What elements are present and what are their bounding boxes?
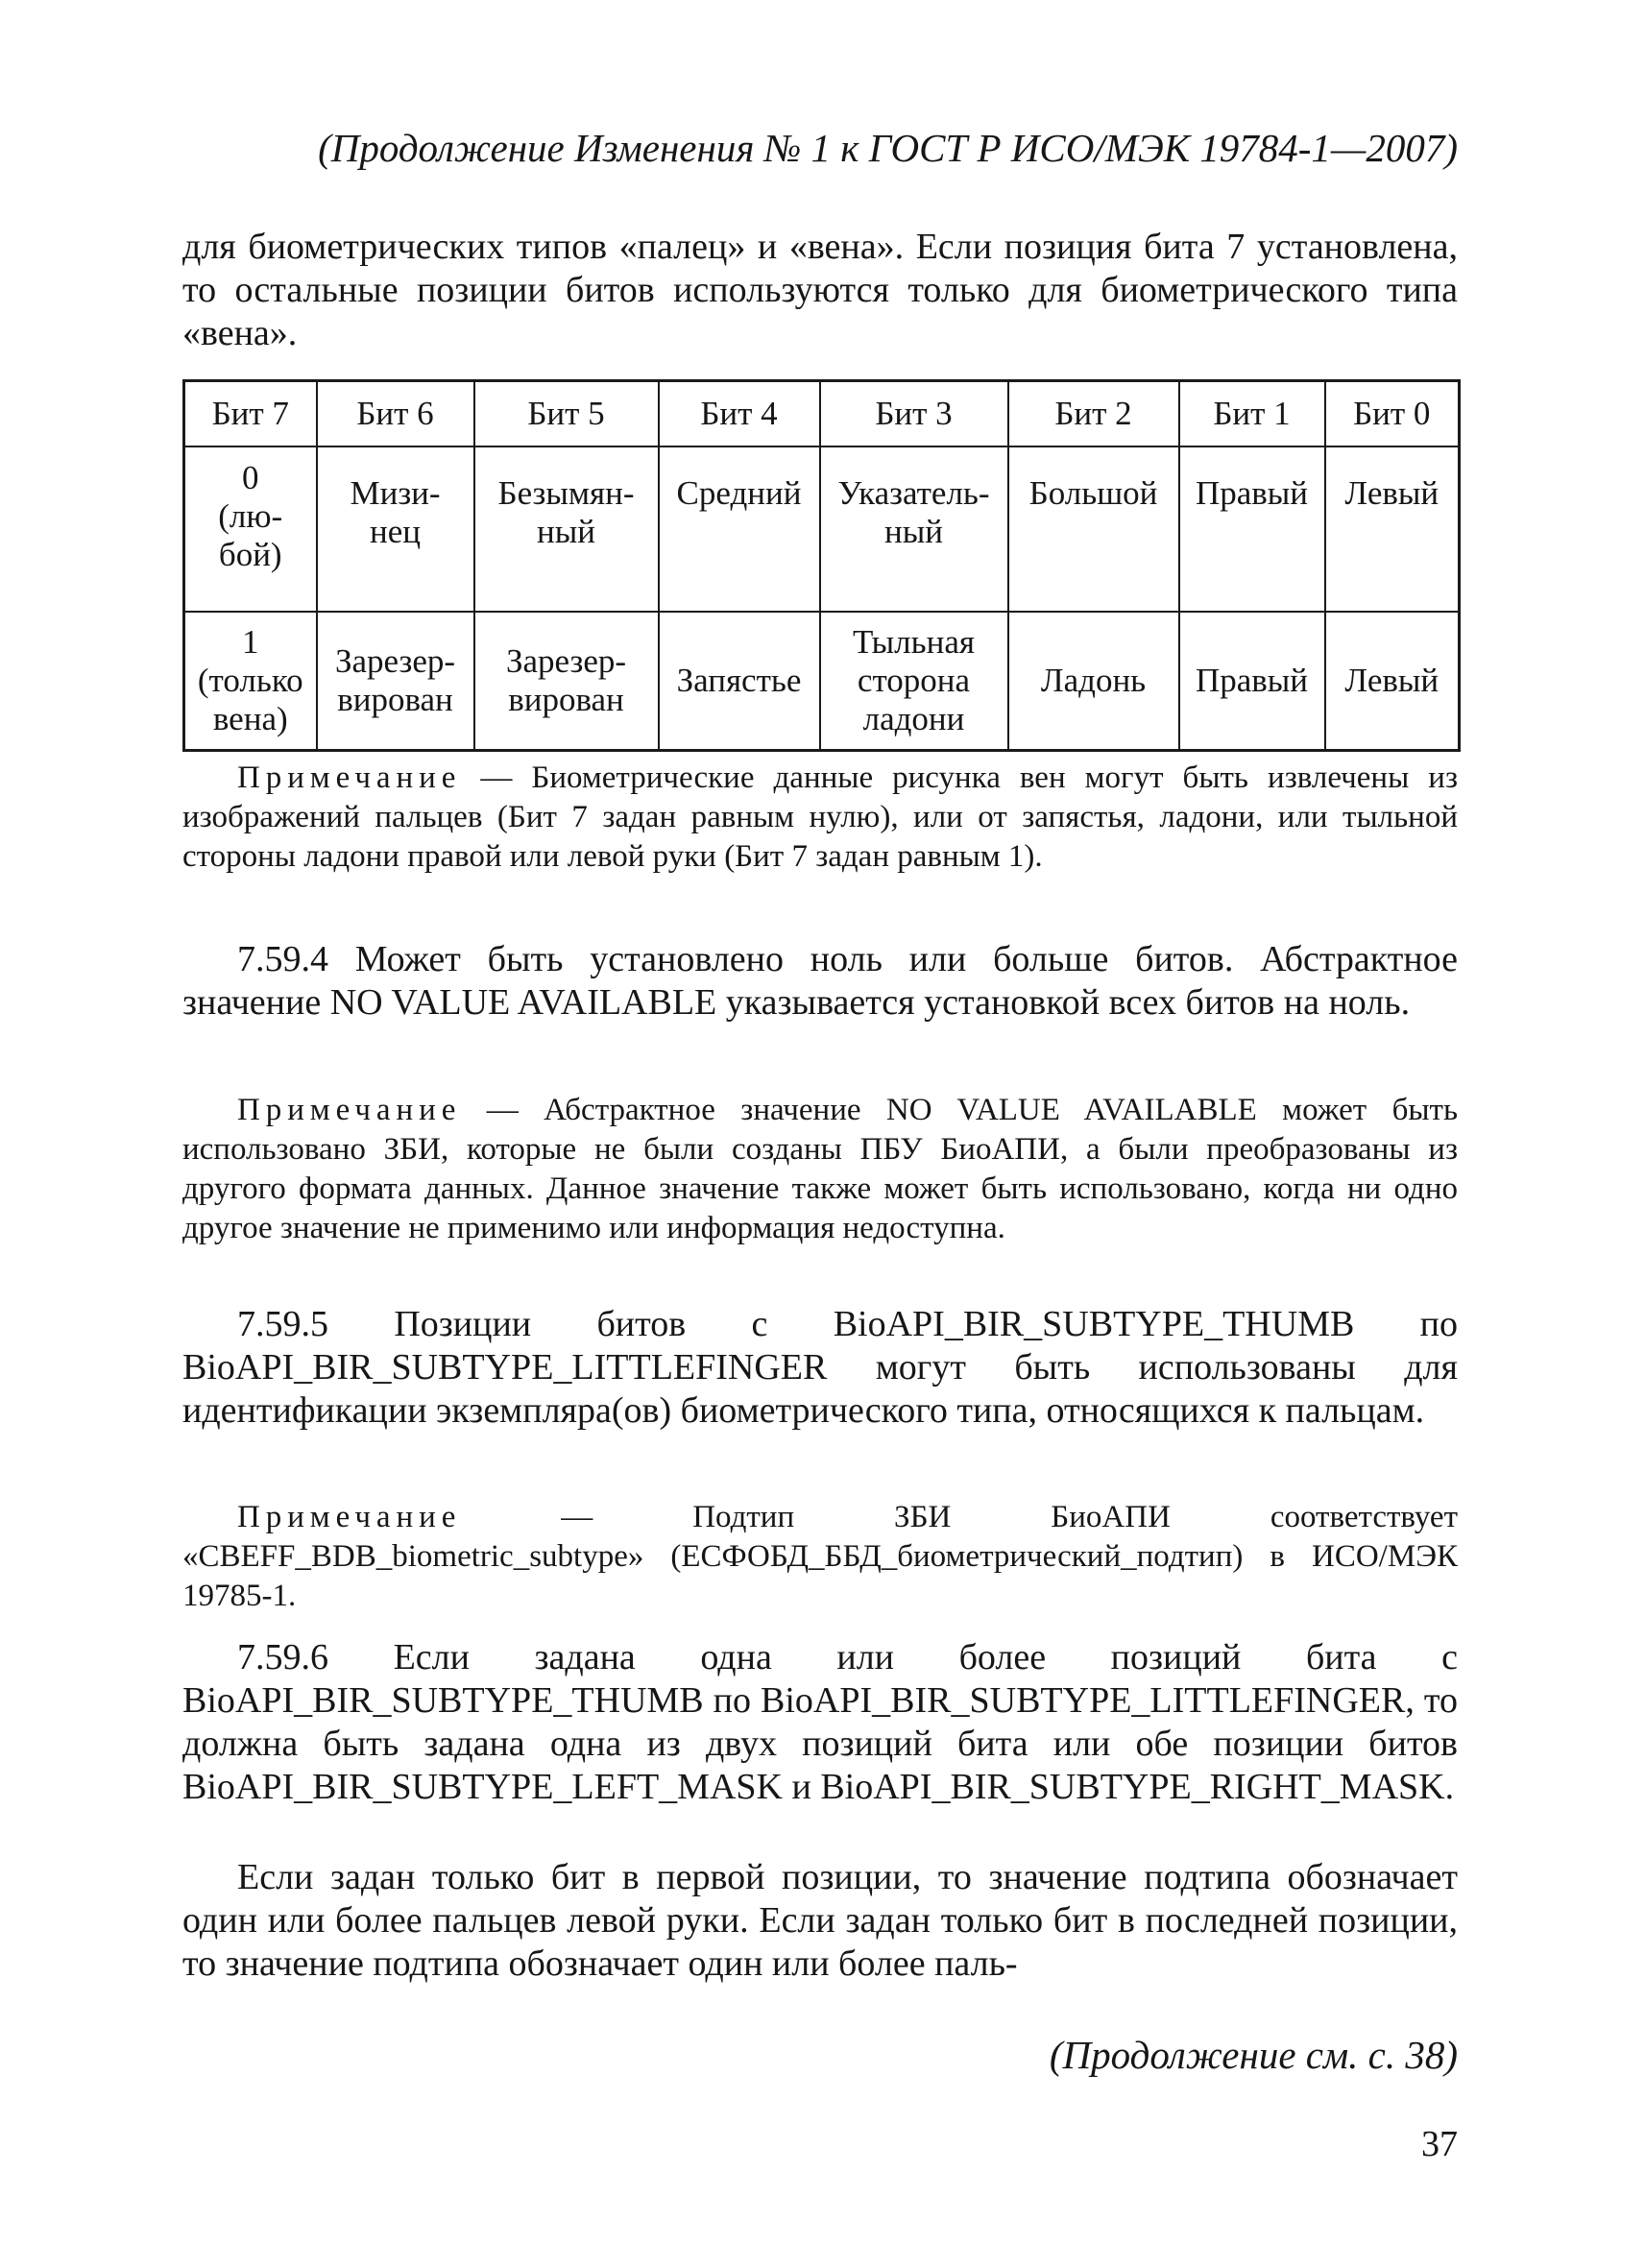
intro-text: для биометрических типов «палец» и «вена». Если позиция бита 7 установлена, то остальные позиции битов используются только для биометрического типа «вена». [182,227,1458,353]
cell-text: 1 (только вена) [197,623,303,737]
table-header-row [184,381,1460,447]
header-bit-6: Бит 6 [317,381,474,447]
table-cell [1325,446,1460,612]
cell-text: Правый [1195,662,1309,699]
table-cell [659,612,820,751]
cell-text: Большой [1028,474,1158,512]
note-3-label: Примечание [237,1500,462,1534]
cell-text: Средний [676,474,802,512]
header-bit-1: Бит 1 [1179,381,1325,447]
header-bit-3: Бит 3 [820,381,1008,447]
note-2-text [182,1091,1458,1248]
header-bit-7: Бит 7 [184,381,317,447]
paragraph-7-59-6-text: 7.59.6 Если задана одна или более позиций бита с BioAPI_BIR_SUBTYPE_THUMB по BioAPI_BIR_SUBTYPE_LITTLEFINGER, то должна быть задана одна из двух позиций бита или обе позиции битов BioAPI_BIR_SUBTYPE_LEFT_MASK и BioAPI_BIR_SUBTYPE_RIGHT_MASK. [182,1637,1458,1807]
paragraph-7-59-5-text: 7.59.5 Позиции битов с BioAPI_BIR_SUBTYPE_THUMB по BioAPI_BIR_SUBTYPE_LITTLEFINGER могут быть использованы для идентификации экземпляра(ов) биометрического типа, относящихся к пальцам. [182,1304,1458,1431]
note-1-label: Примечание [237,760,462,795]
note-1-body: — Биометрические данные рисунка вен могут быть извлечены из изображений пальцев (Бит 7 задан равным нулю), или от запястья, ладони, или тыльной стороны ладони правой или левой руки (Бит 7 задан равным 1). [182,760,1458,874]
bit-table [182,379,1461,752]
table-cell [317,446,474,612]
paragraph-final-text: Если задан только бит в первой позиции, то значение подтипа обозначает один или более пальцев левой руки. Если задан только бит в последней позиции, то значение подтипа обозначает один или более паль- [182,1857,1458,1984]
paragraph-final [182,1856,1458,1986]
cell-text: Запястье [676,662,802,699]
paragraph-7-59-4-text: 7.59.4 Может быть установлено ноль или больше битов. Абстрактное значение NO VALUE AVAILABLE указывается установкой всех битов на ноль. [182,939,1458,1023]
table-cell [184,612,317,751]
header-bit-2: Бит 2 [1008,381,1179,447]
table-row [184,446,1460,612]
cell-text: Указатель- ный [837,474,990,550]
cell-text: Левый [1344,662,1439,699]
table-cell [1179,612,1325,751]
cell-text: Тыльная сторона ладони [853,623,975,737]
cell-text: Зарезер- вирован [334,642,456,718]
cell-text: Безымян- ный [497,474,635,550]
note-2 [182,1091,1458,1248]
note-3-text [182,1498,1458,1616]
note-2-label: Примечание [237,1093,462,1127]
note-2-body: — Абстрактное значение NO VALUE AVAILABLE может быть использовано ЗБИ, которые не были созданы ПБУ БиоАПИ, а были преобразованы из другого формата данных. Данное значение также может быть использовано, когда ни одно другое значение не применимо или информация недоступна. [182,1093,1458,1245]
cell-text: Зарезер- вирован [505,642,627,718]
table-cell [820,446,1008,612]
table-cell [1179,446,1325,612]
note-3 [182,1498,1458,1616]
continuation-note: (Продолжение см. с. 38) [1049,2033,1458,2077]
cell-text: Мизи- нец [350,474,441,550]
header-bit-4: Бит 4 [659,381,820,447]
note-1-text [182,759,1458,877]
cell-text: Ладонь [1040,662,1147,699]
table-row [184,612,1460,751]
table-cell [1325,612,1460,751]
table-cell [317,612,474,751]
page-number: 37 [1421,2124,1458,2164]
table-cell [659,446,820,612]
running-header: (Продолжение Изменения № 1 к ГОСТ Р ИСО/МЭК 19784-1—2007) [318,126,1458,170]
paragraph-7-59-4 [182,938,1458,1025]
table-cell [820,612,1008,751]
table-cell [1008,612,1179,751]
cell-text: Правый [1195,474,1309,512]
table-cell [474,446,659,612]
note-1 [182,759,1458,877]
table-cell [1008,446,1179,612]
paragraph-7-59-5 [182,1303,1458,1433]
paragraph-7-59-6 [182,1636,1458,1809]
table-cell [474,612,659,751]
intro-paragraph [182,226,1458,355]
header-bit-5: Бит 5 [474,381,659,447]
header-bit-0: Бит 0 [1325,381,1460,447]
cell-text: Левый [1344,474,1439,512]
cell-text: 0 (лю- бой) [218,459,283,573]
table-cell [184,446,317,612]
note-3-body: — Подтип ЗБИ БиоАПИ соответствует «CBEFF_BDB_biometric_subtype» (ЕСФОБД_ББД_биометрический_подтип) в ИСО/МЭК 19785-1. [182,1500,1458,1613]
